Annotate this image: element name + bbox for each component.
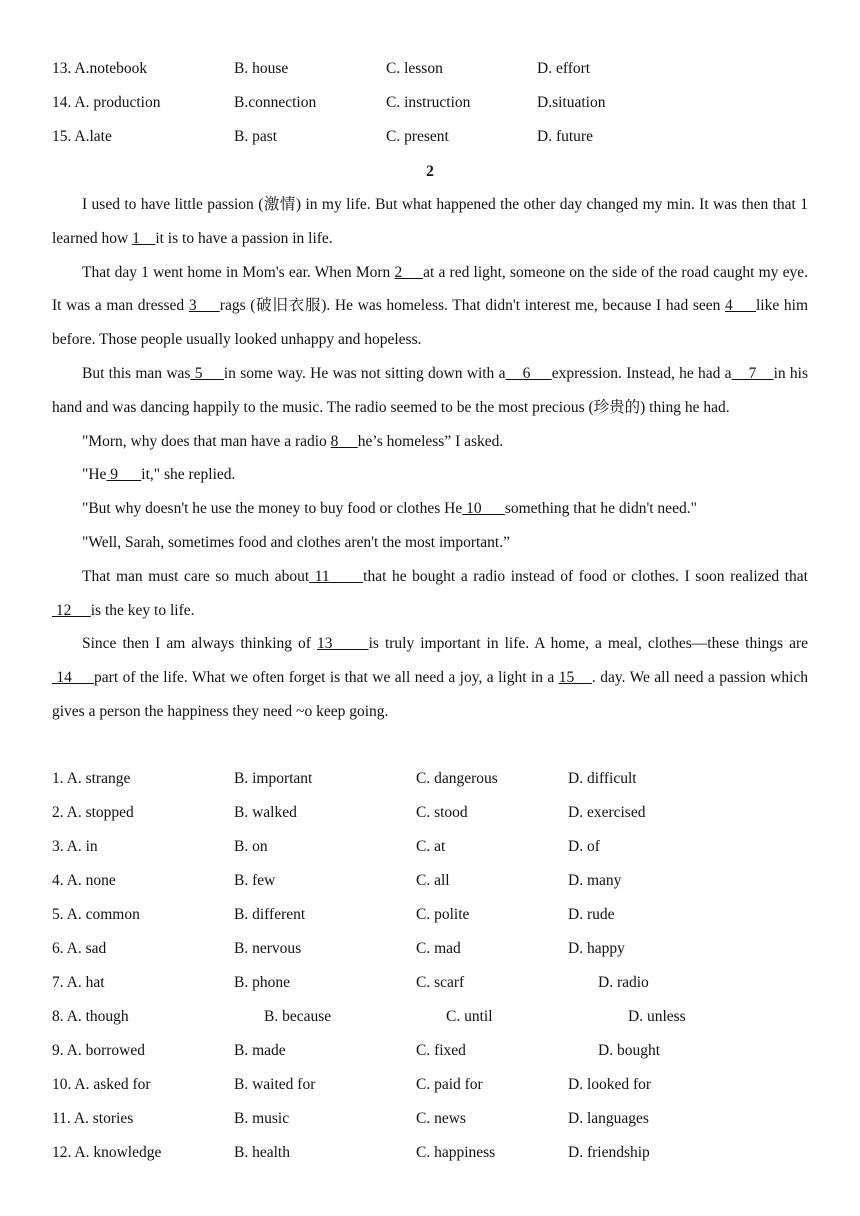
option-c: C. mad <box>416 940 461 957</box>
section-number: 2 <box>426 163 434 180</box>
text: is the key to life. <box>90 601 195 619</box>
text: But this man was <box>82 364 191 382</box>
option-c: C. instruction <box>386 94 471 111</box>
option-c: C. lesson <box>386 60 443 77</box>
option-c: C. paid for <box>416 1076 483 1093</box>
text: like him before. Those people usually looked unhappy and hopeless. <box>52 297 808 349</box>
blank-3: 3 <box>188 297 220 315</box>
option-d: D. languages <box>568 1110 649 1127</box>
option-d: D. future <box>537 128 593 145</box>
blank-12: 12 <box>52 601 91 619</box>
paragraph-3 <box>52 357 808 425</box>
option-b: B. health <box>234 1144 290 1161</box>
option-b: B.connection <box>234 94 317 111</box>
option-d: D. happy <box>568 940 625 957</box>
paragraph-9 <box>52 627 808 728</box>
text: That man must care so much about <box>82 567 310 585</box>
option-a: 4. A. none <box>52 872 116 889</box>
option-d: D. looked for <box>568 1076 652 1093</box>
text: he’s homeless” I asked. <box>357 432 504 450</box>
paragraph-4 <box>52 425 808 459</box>
option-b: B. waited for <box>234 1076 316 1093</box>
text: . day. We all need a passion which gives a person the happiness they need ~o keep going. <box>52 669 809 720</box>
text: "But why doesn't he use the money to buy food or clothes He <box>82 500 463 518</box>
text: "Morn, why does that man have a radio <box>82 432 331 450</box>
text: Since then I am always thinking of <box>82 635 317 653</box>
text: "Well, Sarah, sometimes food and clothes aren't the most important.” <box>82 533 510 551</box>
text: "He <box>82 466 107 484</box>
option-d: D. rude <box>568 906 615 923</box>
option-a: 6. A. sad <box>52 940 107 957</box>
text: in some way. He was not sitting down with a <box>223 364 506 382</box>
text: at a red light, someone on the side of the road caught my eye. It was a man dressed <box>52 263 808 315</box>
option-d: D. of <box>568 838 600 855</box>
passage <box>52 188 808 729</box>
option-d: D. radio <box>598 974 649 991</box>
text: in his hand and was dancing happily to the music. The radio seemed to be the most precious (珍贵的) thing he had. <box>52 364 808 416</box>
option-d: D. many <box>568 872 622 889</box>
text: that he bought a radio instead of food or clothes. I soon realized that <box>363 567 808 585</box>
option-b: B. important <box>234 770 313 787</box>
blank-11: 11 <box>309 567 364 585</box>
option-c: C. until <box>446 1008 493 1025</box>
text: That day 1 went home in Mom's ear. When Morn <box>82 263 395 281</box>
blank-8: 8 <box>330 432 358 450</box>
blank-13: 13 <box>316 635 369 653</box>
blank-6: 6 <box>505 364 552 382</box>
option-a: 12. A. knowledge <box>52 1144 162 1161</box>
paragraph-5 <box>52 458 808 492</box>
option-d: D. bought <box>598 1042 660 1059</box>
option-a: 7. A. hat <box>52 974 105 991</box>
option-c: C. at <box>416 838 446 855</box>
paragraph-7 <box>52 526 808 560</box>
option-b: B. made <box>234 1042 286 1059</box>
text: something that he didn't need." <box>504 500 697 518</box>
option-b: B. different <box>234 906 306 923</box>
text: part of the life. What we often forget is that we all need a joy, a light in a <box>94 669 559 687</box>
option-b: B. because <box>264 1008 332 1025</box>
option-a: 15. A.late <box>52 128 112 145</box>
option-a: 8. A. though <box>52 1008 129 1025</box>
text: it," she replied. <box>141 466 236 484</box>
option-a: 10. A. asked for <box>52 1076 151 1093</box>
option-d: D. unless <box>628 1008 686 1025</box>
option-a: 13. A.notebook <box>52 60 148 77</box>
option-a: 11. A. stories <box>52 1110 134 1127</box>
option-b: B. phone <box>234 974 290 991</box>
blank-15: 15 <box>558 669 592 687</box>
paragraph-2 <box>52 256 808 357</box>
text: it is to have a passion in life. <box>155 229 333 247</box>
paragraph-8 <box>52 560 808 628</box>
option-d: D. effort <box>537 60 591 77</box>
blank-1: 1 <box>132 229 156 247</box>
paragraph-1 <box>52 188 808 256</box>
option-b: B. house <box>234 60 289 77</box>
option-c: C. dangerous <box>416 770 498 787</box>
option-d: D.situation <box>537 94 606 111</box>
option-c: C. polite <box>416 906 470 923</box>
option-a: 2. A. stopped <box>52 804 134 821</box>
option-b: B. walked <box>234 804 297 821</box>
option-b: B. music <box>234 1110 290 1127</box>
blank-10: 10 <box>462 500 505 518</box>
text: is truly important in life. A home, a meal, clothes—these things are <box>368 635 808 653</box>
option-d: D. difficult <box>568 770 637 787</box>
blank-7: 7 <box>731 364 774 382</box>
option-c: C. stood <box>416 804 468 821</box>
option-c: C. fixed <box>416 1042 466 1059</box>
option-c: C. all <box>416 872 450 889</box>
option-d: D. friendship <box>568 1144 650 1161</box>
text: rags (破旧衣服). He was homeless. That didn't interest me, because I had seen <box>219 297 726 315</box>
option-a: 5. A. common <box>52 906 140 923</box>
blank-4: 4 <box>725 297 756 315</box>
option-a: 1. A. strange <box>52 770 131 787</box>
option-c: C. news <box>416 1110 466 1127</box>
option-a: 14. A. production <box>52 94 161 111</box>
option-c: C. present <box>386 128 449 145</box>
option-b: B. past <box>234 128 278 145</box>
paragraph-6 <box>52 492 808 526</box>
blank-5: 5 <box>190 364 224 382</box>
option-b: B. few <box>234 872 276 889</box>
option-b: B. on <box>234 838 268 855</box>
option-d: D. exercised <box>568 804 646 821</box>
option-a: 3. A. in <box>52 838 98 855</box>
option-b: B. nervous <box>234 940 302 957</box>
option-a: 9. A. borrowed <box>52 1042 145 1059</box>
text: expression. Instead, he had a <box>551 364 732 382</box>
blank-9: 9 <box>106 466 142 484</box>
text: I used to have little passion (激情) in my life. But what happened the other day changed my min. It was then that 1 learned how <box>52 196 808 247</box>
option-c: C. scarf <box>416 974 465 991</box>
blank-14: 14 <box>52 669 95 687</box>
blank-2: 2 <box>394 263 424 281</box>
option-c: C. happiness <box>416 1144 496 1161</box>
